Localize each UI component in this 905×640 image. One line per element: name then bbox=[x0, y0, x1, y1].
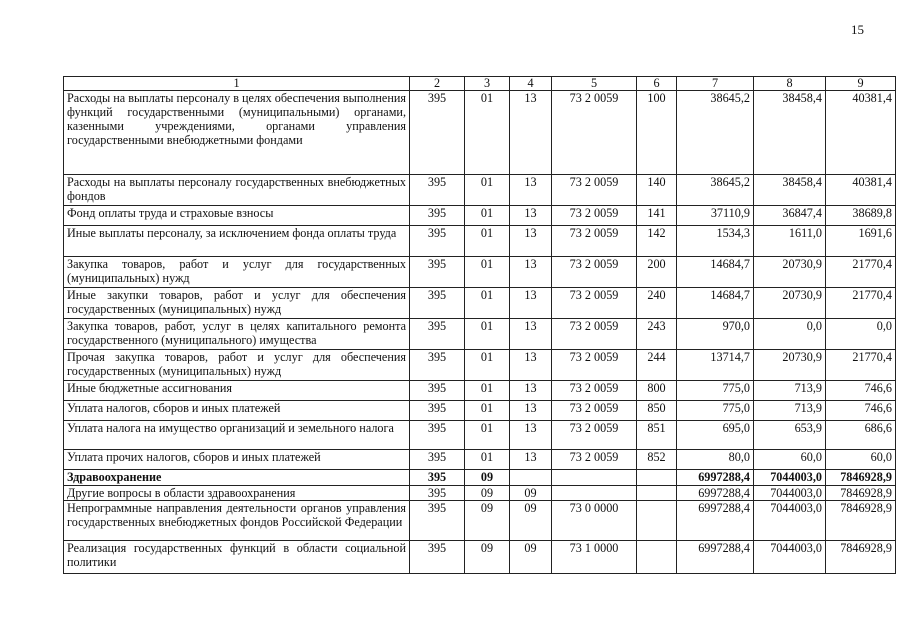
header-cell: 6 bbox=[637, 77, 677, 91]
target-article-cell: 73 2 0059 bbox=[552, 319, 637, 350]
header-cell: 4 bbox=[510, 77, 552, 91]
header-cell: 5 bbox=[552, 77, 637, 91]
admin-code-cell: 395 bbox=[410, 206, 465, 226]
expense-type-cell: 800 bbox=[637, 381, 677, 401]
amount-year3-cell: 7846928,9 bbox=[826, 501, 896, 541]
table-row bbox=[64, 175, 896, 206]
header-cell: 9 bbox=[826, 77, 896, 91]
section-cell: 01 bbox=[465, 350, 510, 381]
subsection-cell: 13 bbox=[510, 91, 552, 175]
description-cell: Закупка товаров, работ и услуг для государственных (муниципальных) нужд bbox=[64, 257, 410, 288]
header-cell: 7 bbox=[677, 77, 754, 91]
description-cell: Уплата налога на имущество организаций и земельного налога bbox=[64, 421, 410, 450]
table-row bbox=[64, 486, 896, 501]
header-cell: 1 bbox=[64, 77, 410, 91]
description-cell: Иные бюджетные ассигнования bbox=[64, 381, 410, 401]
admin-code-cell: 395 bbox=[410, 381, 465, 401]
description-cell: Уплата прочих налогов, сборов и иных платежей bbox=[64, 450, 410, 470]
section-cell: 01 bbox=[465, 421, 510, 450]
target-article-cell: 73 0 0000 bbox=[552, 501, 637, 541]
amount-year1-cell: 13714,7 bbox=[677, 350, 754, 381]
amount-year3-cell: 0,0 bbox=[826, 319, 896, 350]
table-row bbox=[64, 257, 896, 288]
section-cell: 01 bbox=[465, 401, 510, 421]
section-cell: 01 bbox=[465, 206, 510, 226]
amount-year2-cell: 36847,4 bbox=[754, 206, 826, 226]
expense-type-cell: 200 bbox=[637, 257, 677, 288]
amount-year1-cell: 14684,7 bbox=[677, 288, 754, 319]
admin-code-cell: 395 bbox=[410, 501, 465, 541]
section-cell: 01 bbox=[465, 288, 510, 319]
amount-year1-cell: 14684,7 bbox=[677, 257, 754, 288]
amount-year2-cell: 20730,9 bbox=[754, 350, 826, 381]
expense-type-cell: 852 bbox=[637, 450, 677, 470]
expense-type-cell: 140 bbox=[637, 175, 677, 206]
admin-code-cell: 395 bbox=[410, 541, 465, 574]
admin-code-cell: 395 bbox=[410, 226, 465, 257]
description-cell: Другие вопросы в области здравоохранения bbox=[64, 486, 410, 501]
admin-code-cell: 395 bbox=[410, 319, 465, 350]
budget-table bbox=[63, 76, 896, 574]
amount-year2-cell: 38458,4 bbox=[754, 91, 826, 175]
section-cell: 01 bbox=[465, 91, 510, 175]
amount-year3-cell: 746,6 bbox=[826, 381, 896, 401]
amount-year3-cell: 40381,4 bbox=[826, 91, 896, 175]
target-article-cell: 73 2 0059 bbox=[552, 401, 637, 421]
amount-year3-cell: 38689,8 bbox=[826, 206, 896, 226]
expense-type-cell bbox=[637, 486, 677, 501]
table-row bbox=[64, 350, 896, 381]
target-article-cell: 73 2 0059 bbox=[552, 288, 637, 319]
amount-year2-cell: 653,9 bbox=[754, 421, 826, 450]
table-row bbox=[64, 91, 896, 175]
amount-year1-cell: 775,0 bbox=[677, 401, 754, 421]
admin-code-cell: 395 bbox=[410, 175, 465, 206]
target-article-cell: 73 2 0059 bbox=[552, 450, 637, 470]
amount-year2-cell: 7044003,0 bbox=[754, 501, 826, 541]
subsection-cell: 09 bbox=[510, 486, 552, 501]
section-cell: 09 bbox=[465, 470, 510, 486]
section-cell: 09 bbox=[465, 501, 510, 541]
target-article-cell: 73 2 0059 bbox=[552, 206, 637, 226]
amount-year1-cell: 6997288,4 bbox=[677, 470, 754, 486]
amount-year3-cell: 60,0 bbox=[826, 450, 896, 470]
subsection-cell: 13 bbox=[510, 401, 552, 421]
header-cell: 3 bbox=[465, 77, 510, 91]
amount-year3-cell: 686,6 bbox=[826, 421, 896, 450]
table-row bbox=[64, 541, 896, 574]
subsection-cell: 13 bbox=[510, 350, 552, 381]
amount-year2-cell: 7044003,0 bbox=[754, 486, 826, 501]
amount-year3-cell: 7846928,9 bbox=[826, 541, 896, 574]
description-cell: Иные выплаты персоналу, за исключением фонда оплаты труда bbox=[64, 226, 410, 257]
header-cell: 2 bbox=[410, 77, 465, 91]
subsection-cell bbox=[510, 470, 552, 486]
amount-year2-cell: 38458,4 bbox=[754, 175, 826, 206]
table-row bbox=[64, 206, 896, 226]
amount-year2-cell: 7044003,0 bbox=[754, 470, 826, 486]
expense-type-cell: 141 bbox=[637, 206, 677, 226]
admin-code-cell: 395 bbox=[410, 486, 465, 501]
expense-type-cell bbox=[637, 501, 677, 541]
amount-year2-cell: 20730,9 bbox=[754, 257, 826, 288]
amount-year2-cell: 7044003,0 bbox=[754, 541, 826, 574]
subsection-cell: 13 bbox=[510, 257, 552, 288]
amount-year2-cell: 713,9 bbox=[754, 401, 826, 421]
table-row bbox=[64, 450, 896, 470]
target-article-cell bbox=[552, 486, 637, 501]
description-cell: Реализация государственных функций в области социальной политики bbox=[64, 541, 410, 574]
table-row bbox=[64, 226, 896, 257]
description-cell: Расходы на выплаты персоналу в целях обеспечения выполнения функций государственными (муниципальными) органами, казенными учреждениями, органами управления государственными внебюджетными фондами bbox=[64, 91, 410, 175]
expense-type-cell: 240 bbox=[637, 288, 677, 319]
amount-year2-cell: 60,0 bbox=[754, 450, 826, 470]
table-row bbox=[64, 288, 896, 319]
admin-code-cell: 395 bbox=[410, 91, 465, 175]
amount-year1-cell: 38645,2 bbox=[677, 175, 754, 206]
amount-year3-cell: 21770,4 bbox=[826, 288, 896, 319]
description-cell: Здравоохранение bbox=[64, 470, 410, 486]
subsection-cell: 13 bbox=[510, 319, 552, 350]
amount-year3-cell: 21770,4 bbox=[826, 350, 896, 381]
page-number: 15 bbox=[851, 22, 864, 37]
amount-year2-cell: 20730,9 bbox=[754, 288, 826, 319]
subsection-cell: 13 bbox=[510, 175, 552, 206]
description-cell: Уплата налогов, сборов и иных платежей bbox=[64, 401, 410, 421]
section-cell: 01 bbox=[465, 226, 510, 257]
expense-type-cell: 244 bbox=[637, 350, 677, 381]
description-cell: Иные закупки товаров, работ и услуг для обеспечения государственных (муниципальных) нужд bbox=[64, 288, 410, 319]
description-cell: Фонд оплаты труда и страховые взносы bbox=[64, 206, 410, 226]
subsection-cell: 09 bbox=[510, 541, 552, 574]
amount-year1-cell: 1534,3 bbox=[677, 226, 754, 257]
amount-year3-cell: 7846928,9 bbox=[826, 486, 896, 501]
admin-code-cell: 395 bbox=[410, 470, 465, 486]
target-article-cell: 73 2 0059 bbox=[552, 91, 637, 175]
section-cell: 01 bbox=[465, 319, 510, 350]
section-cell: 09 bbox=[465, 486, 510, 501]
subsection-cell: 09 bbox=[510, 501, 552, 541]
amount-year3-cell: 21770,4 bbox=[826, 257, 896, 288]
amount-year1-cell: 6997288,4 bbox=[677, 501, 754, 541]
description-cell: Прочая закупка товаров, работ и услуг для обеспечения государственных (муниципальных) нужд bbox=[64, 350, 410, 381]
table-header-row bbox=[64, 77, 896, 91]
expense-type-cell: 851 bbox=[637, 421, 677, 450]
table-row bbox=[64, 470, 896, 486]
target-article-cell: 73 2 0059 bbox=[552, 257, 637, 288]
target-article-cell: 73 1 0000 bbox=[552, 541, 637, 574]
description-cell: Непрограммные направления деятельности органов управления государственных внебюджетных фондов Российской Федерации bbox=[64, 501, 410, 541]
target-article-cell: 73 2 0059 bbox=[552, 381, 637, 401]
admin-code-cell: 395 bbox=[410, 421, 465, 450]
admin-code-cell: 395 bbox=[410, 401, 465, 421]
header-cell: 8 bbox=[754, 77, 826, 91]
amount-year1-cell: 775,0 bbox=[677, 381, 754, 401]
amount-year1-cell: 6997288,4 bbox=[677, 541, 754, 574]
target-article-cell: 73 2 0059 bbox=[552, 175, 637, 206]
amount-year2-cell: 1611,0 bbox=[754, 226, 826, 257]
amount-year3-cell: 7846928,9 bbox=[826, 470, 896, 486]
expense-type-cell: 100 bbox=[637, 91, 677, 175]
subsection-cell: 13 bbox=[510, 421, 552, 450]
admin-code-cell: 395 bbox=[410, 257, 465, 288]
amount-year3-cell: 1691,6 bbox=[826, 226, 896, 257]
amount-year3-cell: 40381,4 bbox=[826, 175, 896, 206]
subsection-cell: 13 bbox=[510, 206, 552, 226]
target-article-cell: 73 2 0059 bbox=[552, 350, 637, 381]
section-cell: 01 bbox=[465, 450, 510, 470]
section-cell: 09 bbox=[465, 541, 510, 574]
table-row bbox=[64, 501, 896, 541]
expense-type-cell bbox=[637, 470, 677, 486]
amount-year1-cell: 970,0 bbox=[677, 319, 754, 350]
target-article-cell: 73 2 0059 bbox=[552, 421, 637, 450]
amount-year1-cell: 38645,2 bbox=[677, 91, 754, 175]
admin-code-cell: 395 bbox=[410, 288, 465, 319]
table-row bbox=[64, 319, 896, 350]
admin-code-cell: 395 bbox=[410, 450, 465, 470]
table-row bbox=[64, 401, 896, 421]
admin-code-cell: 395 bbox=[410, 350, 465, 381]
amount-year1-cell: 80,0 bbox=[677, 450, 754, 470]
subsection-cell: 13 bbox=[510, 450, 552, 470]
description-cell: Расходы на выплаты персоналу государственных внебюджетных фондов bbox=[64, 175, 410, 206]
amount-year1-cell: 6997288,4 bbox=[677, 486, 754, 501]
amount-year1-cell: 695,0 bbox=[677, 421, 754, 450]
expense-type-cell: 243 bbox=[637, 319, 677, 350]
subsection-cell: 13 bbox=[510, 226, 552, 257]
expense-type-cell bbox=[637, 541, 677, 574]
table-row bbox=[64, 421, 896, 450]
section-cell: 01 bbox=[465, 381, 510, 401]
expense-type-cell: 850 bbox=[637, 401, 677, 421]
target-article-cell: 73 2 0059 bbox=[552, 226, 637, 257]
amount-year3-cell: 746,6 bbox=[826, 401, 896, 421]
description-cell: Закупка товаров, работ, услуг в целях капитального ремонта государственного (муниципального) имущества bbox=[64, 319, 410, 350]
amount-year2-cell: 713,9 bbox=[754, 381, 826, 401]
amount-year1-cell: 37110,9 bbox=[677, 206, 754, 226]
amount-year2-cell: 0,0 bbox=[754, 319, 826, 350]
subsection-cell: 13 bbox=[510, 288, 552, 319]
section-cell: 01 bbox=[465, 257, 510, 288]
table-row bbox=[64, 381, 896, 401]
table-body bbox=[64, 77, 896, 574]
expense-type-cell: 142 bbox=[637, 226, 677, 257]
target-article-cell bbox=[552, 470, 637, 486]
section-cell: 01 bbox=[465, 175, 510, 206]
subsection-cell: 13 bbox=[510, 381, 552, 401]
